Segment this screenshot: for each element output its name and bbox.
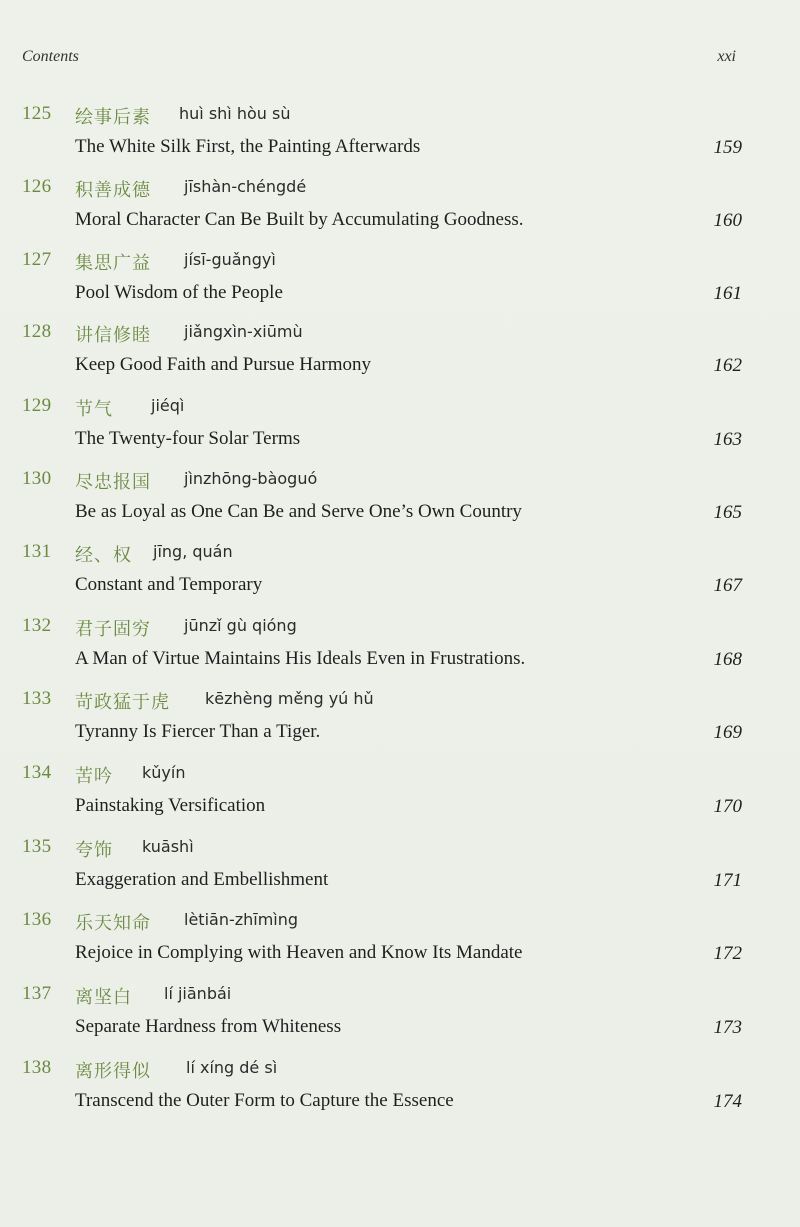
entry-title: Keep Good Faith and Pursue Harmony (75, 354, 372, 375)
entry-number: 131 (22, 541, 52, 562)
entry-pinyin: huì shì hòu sù (179, 104, 291, 123)
running-head-page-number: xxi (717, 48, 736, 65)
entry-number: 127 (22, 249, 52, 270)
entry-page-number: 167 (713, 575, 742, 596)
entry-title: Tyranny Is Fiercer Than a Tiger. (75, 721, 321, 742)
entry-chinese-term: 集思广益 (75, 253, 151, 274)
entry-title: A Man of Virtue Maintains His Ideals Even in Frustrations. (75, 648, 526, 669)
entry-pinyin: jiéqì (151, 396, 185, 415)
entry-title: Separate Hardness from Whiteness (75, 1016, 342, 1037)
entry-title: Be as Loyal as One Can Be and Serve One’s Own Country (75, 501, 522, 522)
entry-title: Painstaking Versification (75, 795, 266, 816)
running-head-section: Contents (22, 48, 79, 65)
contents-entry (22, 762, 742, 832)
entry-title: Exaggeration and Embellishment (75, 869, 329, 890)
entry-number: 134 (22, 762, 52, 783)
entry-pinyin: kuāshì (142, 837, 194, 856)
entry-chinese-term: 节气 (75, 399, 113, 420)
contents-entry (22, 321, 742, 391)
entry-number: 135 (22, 836, 52, 857)
entry-page-number: 173 (713, 1017, 742, 1038)
entry-chinese-term: 离形得似 (75, 1061, 151, 1082)
entry-chinese-term: 经、权 (75, 545, 132, 566)
entry-page-number: 171 (713, 870, 742, 891)
entry-pinyin: kǔyín (142, 763, 186, 782)
contents-entry (22, 103, 742, 173)
contents-entry (22, 836, 742, 906)
entry-number: 132 (22, 615, 52, 636)
entry-number: 130 (22, 468, 52, 489)
entry-chinese-term: 绘事后素 (75, 107, 151, 128)
entry-number: 128 (22, 321, 52, 342)
entry-number: 138 (22, 1057, 52, 1078)
contents-entry (22, 615, 742, 685)
entry-title: Transcend the Outer Form to Capture the Essence (75, 1090, 454, 1111)
entry-pinyin: jīshàn-chéngdé (184, 177, 307, 196)
contents-entry (22, 468, 742, 538)
entry-pinyin: jīng, quán (153, 542, 233, 561)
entry-title: The White Silk First, the Painting Afterwards (75, 136, 421, 157)
entry-page-number: 159 (713, 137, 742, 158)
entry-title: Moral Character Can Be Built by Accumulating Goodness. (75, 209, 524, 230)
entry-page-number: 161 (713, 283, 742, 304)
contents-entry (22, 541, 742, 611)
entry-page-number: 163 (713, 429, 742, 450)
entry-pinyin: lí jiānbái (164, 984, 232, 1003)
contents-entry (22, 395, 742, 465)
entry-page-number: 174 (713, 1091, 742, 1112)
entry-chinese-term: 乐天知命 (75, 913, 151, 934)
entry-title: Constant and Temporary (75, 574, 263, 595)
entry-chinese-term: 尽忠报国 (75, 472, 151, 493)
entry-chinese-term: 离坚白 (75, 987, 132, 1008)
entry-number: 129 (22, 395, 52, 416)
entry-chinese-term: 苦吟 (75, 766, 113, 787)
entry-chinese-term: 夸饰 (75, 840, 113, 861)
entry-pinyin: jūnzǐ gù qióng (184, 616, 297, 635)
entry-chinese-term: 君子固穷 (75, 619, 151, 640)
entry-number: 126 (22, 176, 52, 197)
entry-number: 137 (22, 983, 52, 1004)
entry-page-number: 170 (713, 796, 742, 817)
entry-number: 125 (22, 103, 52, 124)
entry-page-number: 169 (713, 722, 742, 743)
contents-entry (22, 1057, 742, 1127)
entry-title: Pool Wisdom of the People (75, 282, 283, 303)
entry-title: The Twenty-four Solar Terms (75, 428, 301, 449)
entry-pinyin: lí xíng dé sì (186, 1058, 278, 1077)
entry-pinyin: kēzhèng měng yú hǔ (205, 689, 374, 708)
entry-title: Rejoice in Complying with Heaven and Know Its Mandate (75, 942, 523, 963)
entry-pinyin: lètiān-zhīmìng (184, 910, 299, 929)
contents-entry (22, 688, 742, 758)
contents-entry (22, 176, 742, 246)
entry-number: 136 (22, 909, 52, 930)
contents-entry (22, 249, 742, 319)
entry-page-number: 165 (713, 502, 742, 523)
entry-number: 133 (22, 688, 52, 709)
contents-entry (22, 983, 742, 1053)
entry-page-number: 172 (713, 943, 742, 964)
entry-page-number: 168 (713, 649, 742, 670)
entry-pinyin: jìnzhōng-bàoguó (184, 469, 318, 488)
entry-pinyin: jísī-guǎngyì (184, 250, 276, 269)
entry-chinese-term: 苛政猛于虎 (75, 692, 170, 713)
entry-chinese-term: 讲信修睦 (75, 325, 151, 346)
entry-page-number: 162 (713, 355, 742, 376)
entry-page-number: 160 (713, 210, 742, 231)
entry-chinese-term: 积善成德 (75, 180, 151, 201)
entry-pinyin: jiǎngxìn-xiūmù (184, 322, 303, 341)
contents-entry (22, 909, 742, 979)
